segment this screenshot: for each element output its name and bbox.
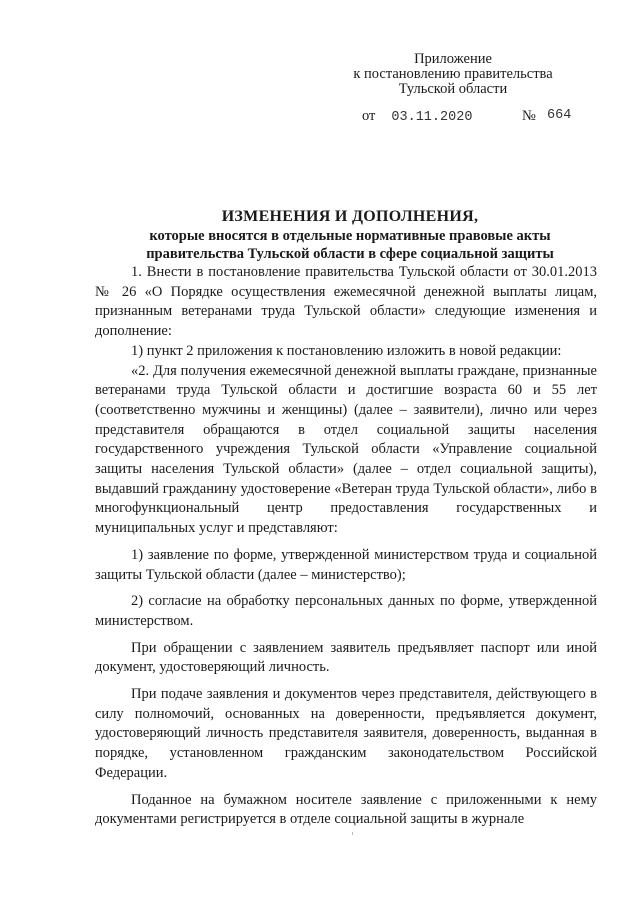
document-date: 03.11.2020 bbox=[391, 110, 473, 125]
document-title bbox=[110, 207, 590, 263]
appendix-line: к постановлению правительства bbox=[353, 66, 553, 82]
paragraph: 1) заявление по форме, утвержденной министерством труда и социальной защиты Тульской области (далее – министерство); bbox=[95, 546, 597, 583]
appendix-line: Тульской области bbox=[398, 81, 508, 97]
appendix-header bbox=[338, 52, 568, 97]
from-label: от bbox=[362, 108, 376, 124]
paragraph: При обращении с заявлением заявитель предъявляет паспорт или иной документ, удостоверяющий личность. bbox=[95, 639, 597, 676]
document-number: 664 bbox=[547, 108, 572, 123]
paragraph: При подаче заявления и документов через представителя, действующего в силу полномочий, основанных на доверенности, предъявляется документ, удостоверяющий личность представителя заявителя, доверенность, выданная в порядке, установленном гражданским законодательством Российской Федерации. bbox=[95, 686, 597, 781]
paragraph: 2) согласие на обработку персональных данных по форме, утвержденной министерством. bbox=[95, 593, 597, 629]
title-main: ИЗМЕНЕНИЯ И ДОПОЛНЕНИЯ, bbox=[221, 208, 479, 225]
appendix-line: Приложение bbox=[414, 51, 492, 67]
paragraph: Поданное на бумажном носителе заявление с приложенными к нему документами регистрируется в отделе социальной защиты в журнале bbox=[95, 791, 597, 828]
document-reference bbox=[362, 108, 572, 125]
number-label: № bbox=[522, 108, 536, 124]
document-body bbox=[95, 263, 597, 830]
scan-speck bbox=[352, 832, 353, 835]
title-subline: которые вносятся в отдельные нормативные правовые акты bbox=[149, 228, 551, 244]
paragraph: 1) пункт 2 приложения к постановлению изложить в новой редакции: bbox=[131, 342, 562, 359]
paragraph: «2. Для получения ежемесячной денежной выплаты граждане, признанные ветеранами труда Тульской области и достигшие возраста 60 и 55 лет (соответственно мужчины и женщины) (далее – заявители), лично или через представителя обращаются в отдел социальной защиты населения государственного учреждения Тульской области «Управление социальной защиты населения Тульской области» (далее – отдел социальной защиты), выдавший гражданину удостоверение «Ветеран труда Тульской области», либо в многофункциональный центр предоставления государственных и муниципальных услуг и представляют: bbox=[95, 362, 597, 537]
paragraph: 1. Внести в постановление правительства Тульской области от 30.01.2013 № 26 «О Порядке осуществления ежемесячной денежной выплаты лицам, признанным ветеранами труда Тульской области» следующие изменения и дополнение: bbox=[95, 264, 597, 340]
title-subline: правительства Тульской области в сфере социальной защиты bbox=[146, 246, 554, 262]
